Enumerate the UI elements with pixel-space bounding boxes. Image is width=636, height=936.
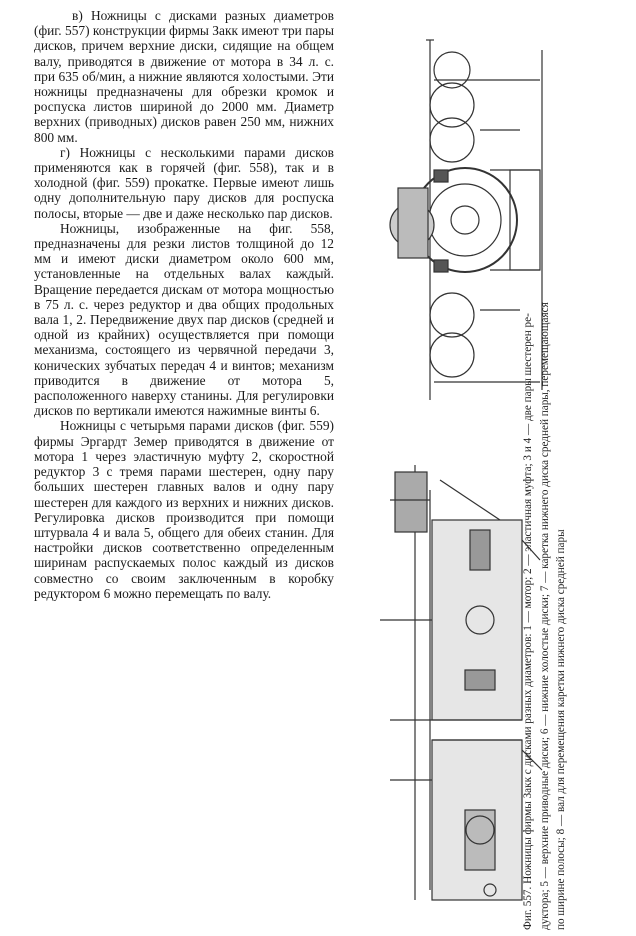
disc-2 — [430, 118, 474, 162]
body-text-column — [34, 8, 334, 601]
figure-caption — [520, 30, 570, 930]
caption-line-3: по ширине полосы; 8 — вал для перемещения каретки нижнего диска средней пары — [555, 529, 567, 930]
paragraph-fig-558: Ножницы, изображенные на фиг. 558, предназначены для резки листов толщиной до 12 мм и имеют диски диаметром около 600 мм, установленные на отдельных валах каждый. Вращение передается дискам от мотора мощностью в 75 л. с. через редуктор и два общих продольных вала 1, 2. Передвижение двух пар дисков (средней и одной из крайних) осуществляется при помощи механизма, состоящего из червячной передачи 3, конических зубчатых передач 4 и винтов; механизм приводится в движение от мотора 5, расположенного наверху станины. Для регулировки дисков по вертикали имеются нажимные винты 6. — [34, 220, 334, 419]
paragraph-fig-559: Ножницы с четырьмя парами дисков (фиг. 559) фирмы Эргардт Земер приводятся в движение от мотора 1 через эластичную муфту 2, скоростной редуктор 3 с тремя парами шестерен, одну пару больших шестерен главных валов и одну пару шестерен для каждого из верхних и нижних дисков. Регулировка дисков производится при помощи штурвала 4 и вала 5, общего для обеих станин. Для настройки дисков соответственно определенным ширинам распускаемых полос каждый из дисков совместно со своим заключенным в коробку редуктором 6 можно перемещать по валу. — [34, 418, 334, 601]
disc-1 — [430, 83, 474, 127]
disc-3 — [430, 293, 474, 337]
paragraph-shears-sakk: в) Ножницы с дисками разных диаметров (фиг. 557) конструкции фирмы Закк имеют три пары дисков, причем верхние диски, сидящие на общем валу, приводятся в движение от мотора в 34 л. с. при 635 об/мин, а нижние являются холостыми. Эти ножницы предназначены для обрезки кромок и роспуска листов шириной до 2000 мм. Диаметр верхних (приводных) дисков равен 250 мм, нижних 800 мм. — [34, 8, 334, 145]
caption-line-2: дуктора; 5 — верхние приводные диски; 6 — нижние холостые диски; 7 — каретка нижнего диска средней пары, перемещающаяся — [538, 302, 551, 930]
caption-line-1: Фиг. 557. Ножницы фирмы Закк с дисками разных диаметров: 1 — мотор; 2 — эластичная муфта; 3 и 4 — две пары шестерен ре- — [522, 313, 534, 930]
disc-7 — [429, 184, 501, 256]
paragraph-multi-disc-shears: г) Ножницы с несколькими парами дисков применяются как в горячей (фиг. 558), так и в холодной (фиг. 559) прокатке. Первые имеют лишь одну дополнительную пару дисков для роспуска полосы, вторые — две и даже несколько пар дисков. — [34, 144, 334, 221]
disc-4 — [430, 333, 474, 377]
disc-8 — [451, 206, 479, 234]
